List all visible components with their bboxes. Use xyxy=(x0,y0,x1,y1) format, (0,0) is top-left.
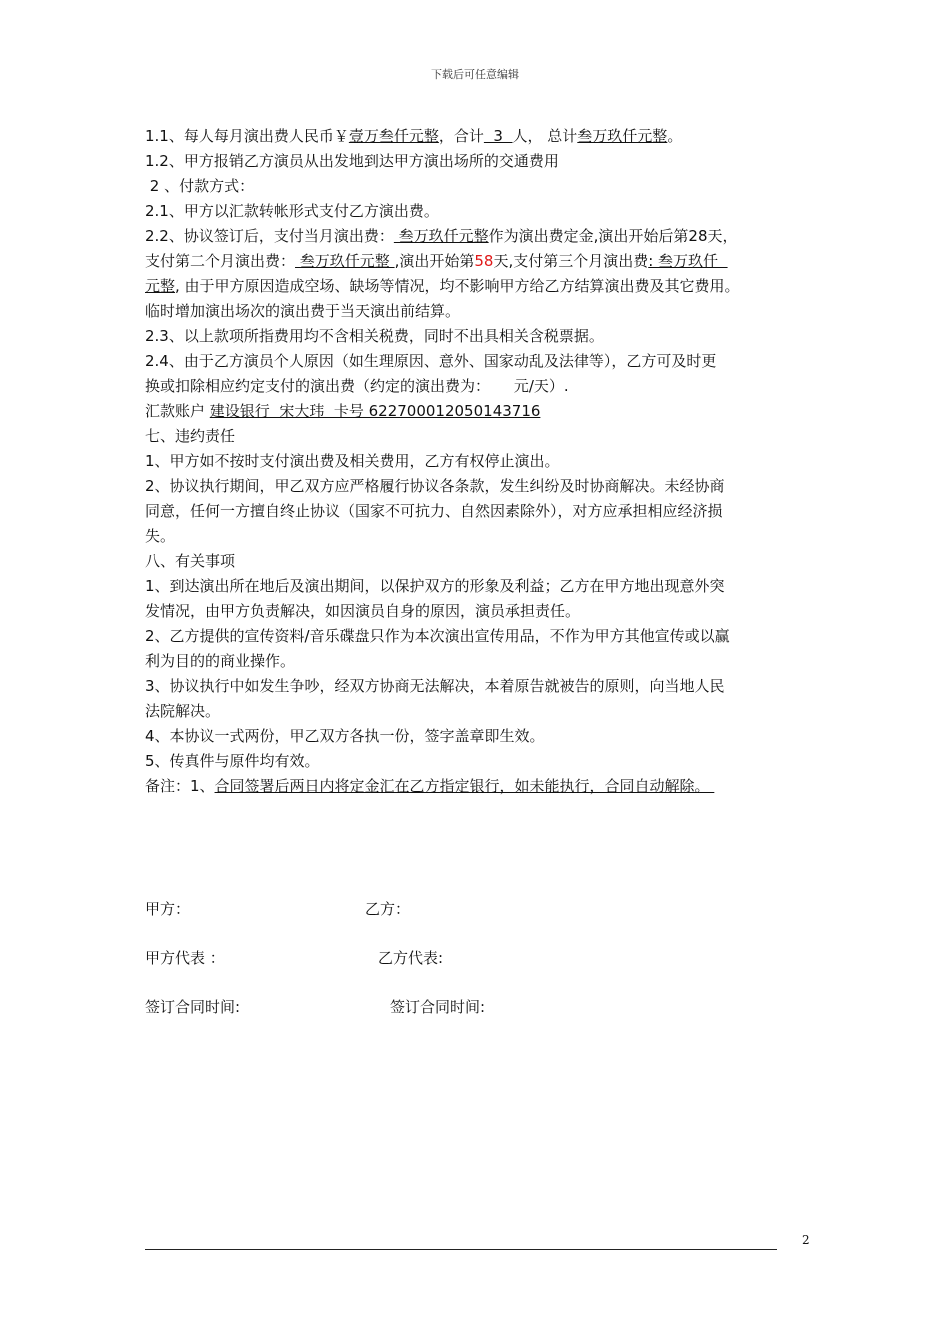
clause-8-5: 5、传真件与原件均有效。 xyxy=(145,752,320,770)
clause-8-4: 4、本协议一式两份，甲乙双方各执一份，签字盖章即生效。 xyxy=(145,727,545,745)
bank-account: 汇款账户 建设银行 宋大玮 卡号 6227000120501437​16 xyxy=(145,402,541,420)
clause-2-2-line-4: 临时增加演出场次的演出费于当天演出前结算。 xyxy=(145,302,461,320)
party-a-label: 甲方： xyxy=(145,900,191,918)
party-b-date-label: 签订合同时间: xyxy=(390,998,486,1016)
party-b-rep-label: 乙方代表: xyxy=(378,949,444,967)
party-a-date-label: 签订合同时间: xyxy=(145,998,241,1016)
clause-2-2-line-3: 元整, 由于甲方原因造成空场、缺场等情况，均不影响甲方给乙方结算演出费及其它费用。 xyxy=(145,277,740,295)
highlight-day: 58 xyxy=(474,252,494,270)
remarks: 备注：1、合同签署后两日内将定金汇在乙方指定银行，如未能执行，合同自动解除。 xyxy=(145,777,715,795)
party-b-label: 乙方： xyxy=(365,900,411,918)
clause-2-4-line-2: 换或扣除相应约定支付的演出费（约定的演出费为： 元/天）. xyxy=(145,377,569,395)
clause-7-2-line-1: 2、协议执行期间，甲乙双方应严格履行协议各条款，发生纠纷及时协商解决。未经协商 xyxy=(145,477,725,495)
clause-2-4-line-1: 2.4、由于乙方演员个人原因（如生理原因、意外、国家动乱及法律等），乙方可及时更 xyxy=(145,352,717,370)
clause-8-1-line-1: 1、到达演出所在地后及演出期间，以保护双方的形象及利益；乙方在甲方地出现意外突 xyxy=(145,577,725,595)
clause-2-2-line-1: 2.2、协议签订后，支付当月演出费： 叁万玖仟元整作为演出费定金,演出开始后第28天， xyxy=(145,227,738,245)
party-a-rep-label: 甲方代表 ： xyxy=(145,949,225,967)
footer-divider xyxy=(145,1249,777,1250)
clause-1-1: 1.1、每人每月演出费人民币￥壹万叁仟元整，合计 3 人， 总计叁万玖仟元整。 xyxy=(145,127,683,145)
clause-7-2-line-2: 同意，任何一方擅自终止协议（国家不可抗力、自然因素除外），对方应承担相应经济损 xyxy=(145,502,723,520)
contract-body xyxy=(145,124,815,799)
clause-8-3-line-1: 3、协议执行中如发生争吵，经双方协商无法解决，本着原告就被告的原则，向当地人民 xyxy=(145,677,725,695)
clause-8-3-line-2: 法院解决。 xyxy=(145,702,221,720)
section-8-heading: 八、有关事项 xyxy=(145,552,236,570)
clause-8-1-line-2: 发情况，由甲方负责解决，如因演员自身的原因，演员承担责任。 xyxy=(145,602,581,620)
clause-8-2-line-1: 2、乙方提供的宣传资料/音乐碟盘只作为本次演出宣传用品，不作为甲方其他宣传或以赢 xyxy=(145,627,730,645)
clause-2-1: 2.1、甲方以汇款转帐形式支付乙方演出费。 xyxy=(145,202,439,220)
clause-2-2-line-2: 支付第二个月演出费： 叁万玖仟元整 ,演出开始第58天,支付第三个月演出费: 叁万玖仟 xyxy=(145,252,728,270)
clause-1-2: 1.2、甲方报销乙方演员从出发地到达甲方演出场所的交通费用 xyxy=(145,152,559,170)
clause-8-2-line-2: 利为目的的商业操作。 xyxy=(145,652,296,670)
clause-2-3: 2.3、以上款项所指费用均不含相关税费，同时不出具相关含税票据。 xyxy=(145,327,604,345)
section-payment-heading: 2 、付款方式： xyxy=(145,177,255,195)
clause-7-1: 1、甲方如不按时支付演出费及相关费用，乙方有权停止演出。 xyxy=(145,452,560,470)
page-number: 2 xyxy=(802,1233,810,1247)
clause-7-2-line-3: 失。 xyxy=(145,527,176,545)
section-7-heading: 七、违约责任 xyxy=(145,427,236,445)
page-header: 下载后可任意编辑 xyxy=(431,68,519,81)
